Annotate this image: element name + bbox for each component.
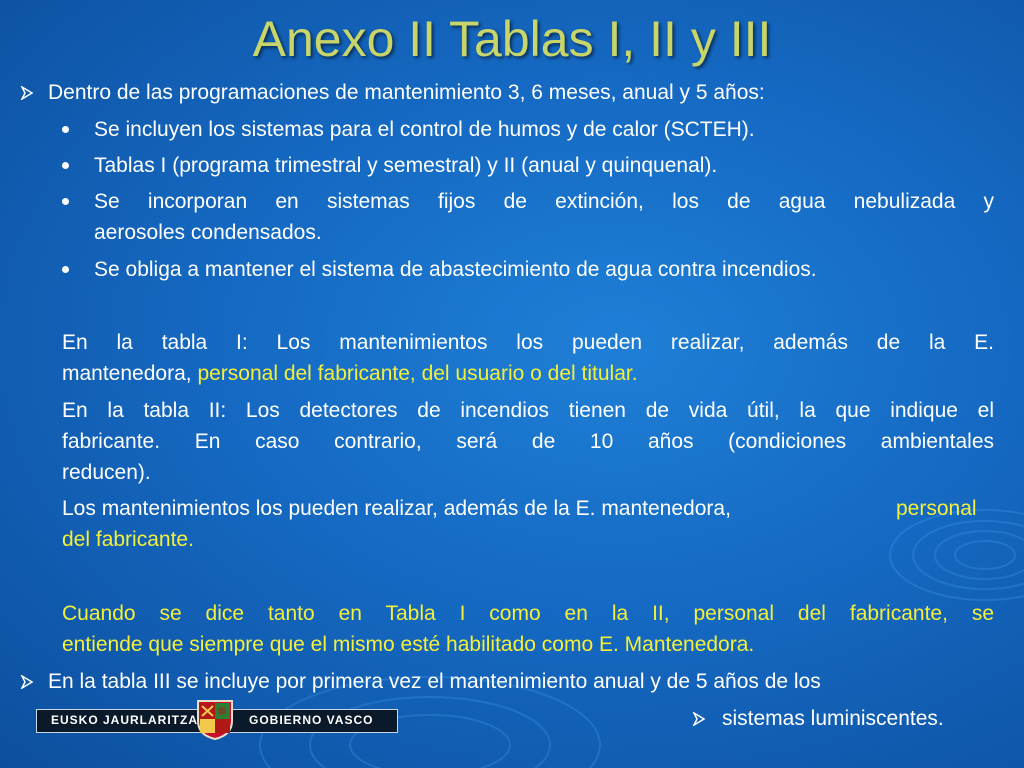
para-3-line-2: del fabricante. [62,528,194,551]
logo-text-basque: EUSKO JAURLARITZA [51,713,199,727]
bullet-2: Tablas I (programa trimestral y semestral) y II (anual y quinquenal). [94,154,718,177]
arrow-bullet-icon [20,86,34,100]
dot-bullet-icon [62,198,69,205]
arrow-bullet-icon [20,675,34,689]
dot-bullet-icon [62,126,69,133]
bullet-4: Se obliga a mantener el sistema de abastecimiento de agua contra incendios. [94,258,817,281]
para-4-line-1: Cuando se dice tanto en Tabla I como en la II, personal del fabricante, se [62,602,994,625]
para-1-line-1: En la tabla I: Los mantenimientos los pueden realizar, además de la E. [62,331,994,354]
para-4-line-2: entiende que siempre que el mismo esté habilitado como E. Mantenedora. [62,633,755,656]
bullet-1: Se incluyen los sistemas para el control de humos y de calor (SCTEH). [94,118,755,141]
para-1-line-2 [62,359,638,389]
last-bullet: En la tabla III se incluye por primera vez el mantenimiento anual y de 5 años de los [48,670,821,693]
slide-title: Anexo II Tablas I, II y III [252,11,772,67]
para-1-text: mantenedora, [62,362,198,385]
sub-bullet: sistemas luminiscentes. [722,707,944,730]
bullet-3-line-2: aerosoles condensados. [94,221,322,244]
para-1-period: . [631,362,638,385]
coat-of-arms-icon [190,697,240,741]
bullet-3-line-1: Se incorporan en sistemas fijos de extinción, los de agua nebulizada y [94,190,994,213]
para-2-line-1: En la tabla II: Los detectores de incendios tienen de vida útil, la que indique el [62,399,994,422]
arrow-bullet-icon [692,712,706,726]
dot-bullet-icon [62,162,69,169]
para-3-highlight: personal [896,497,977,520]
logo-text-spanish: GOBIERNO VASCO [249,713,374,727]
dot-bullet-icon [62,266,69,273]
para-1-highlight: personal del fabricante, del usuario o del titular [197,362,632,385]
intro-bullet: Dentro de las programaciones de mantenimiento 3, 6 meses, anual y 5 años: [48,81,765,104]
para-3-line-1: Los mantenimientos los pueden realizar, además de la E. mantenedora, [62,497,731,520]
para-2-line-2: fabricante. En caso contrario, será de 10 años (condiciones ambientales [62,430,994,453]
para-2-line-3: reducen). [62,461,151,484]
